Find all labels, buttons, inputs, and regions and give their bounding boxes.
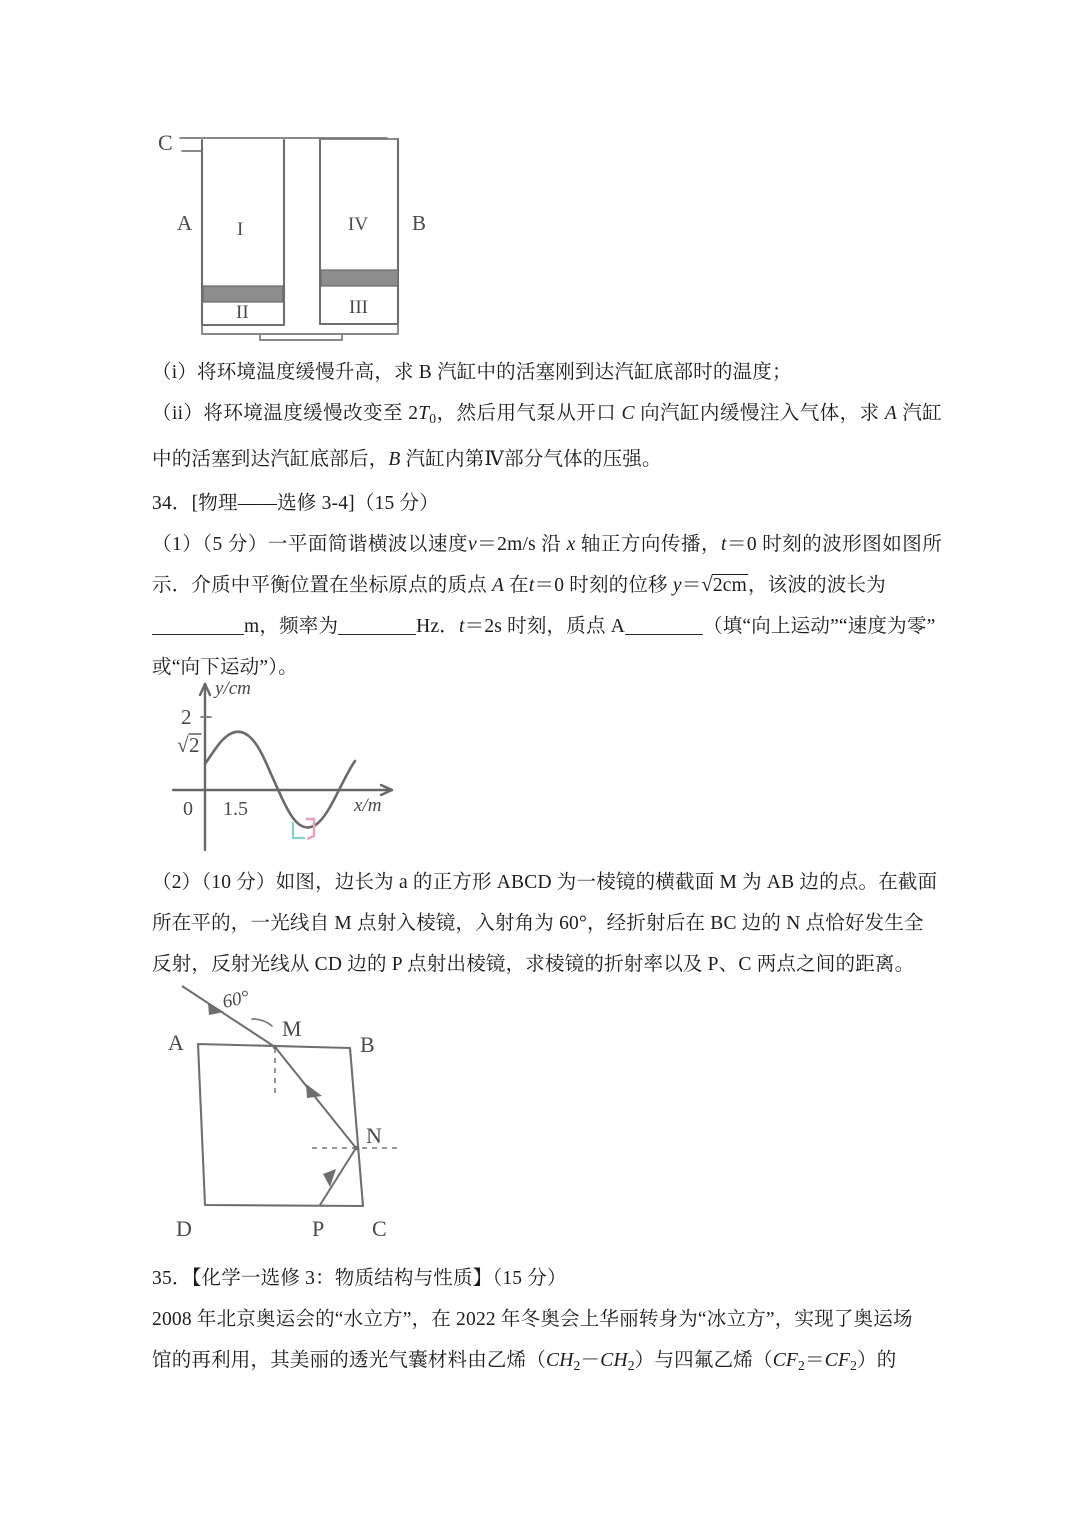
q34-symbol-t: t [720,534,727,555]
q33-part-ii [152,393,942,480]
sqrt-2-cm-value: 2cm [712,575,748,596]
cylinder-figure [150,118,450,353]
q34-sub1-j: m，频率为 [244,616,339,637]
wave-chart-figure [165,668,435,858]
q34-sub1-f: 在 [504,575,529,596]
q34-sub1-b: ＝2m/s 沿 [476,534,567,555]
label-cylinder-a: A [177,211,193,235]
prism-label-M: M [282,1016,302,1041]
q33-part-ii-text-b: ，然后用气泵从开口 [436,403,622,424]
q34-sub1-e: 所示．介质中平衡位置在坐标原点的质点 [152,534,943,596]
formula-cf2-a-sub: 2 [798,1357,806,1373]
formula-eq: ＝ [805,1350,825,1371]
q34-symbol-t2: t [528,575,535,596]
prism-label-D: D [176,1216,192,1241]
formula-cf2-b: CF [824,1350,851,1371]
q33-part-ii-text-a: （ii）将环境温度缓慢改变至 2 [152,403,419,424]
answer-blank-motion[interactable] [625,634,703,635]
q34-sub1-c: 轴正方向传播， [575,534,721,555]
prism-label-A: A [168,1030,184,1055]
q33-part-ii-text-e: 缸中的活塞到达汽缸底部后， [152,403,942,470]
prism-label-C: C [372,1216,387,1241]
q33-part-ii-text-c: 向汽缸内缓慢注入气体，求 [634,403,885,424]
formula-ch2-b: CH [600,1350,628,1371]
formula-dash: － [580,1350,601,1371]
q34-symbol-t3: t [459,616,465,637]
q33-symbol-T-sub: 0 [429,410,437,426]
wave-tick-1p5: 1.5 [223,798,248,820]
wave-x-axis-label: x/m [354,795,382,816]
prism-label-angle: 60° [220,986,252,1013]
wave-y-axis-label: y/cm [215,678,251,699]
q35-line2-c: ）的 [857,1350,897,1371]
label-gas-II: II [236,302,249,323]
svg-text:√: √ [177,733,189,757]
prism-figure [160,978,450,1250]
q33-part-i: （i）将环境温度缓慢升高，求 B 汽缸中的活塞刚到达汽缸底部时的温度； [152,362,792,383]
q34-sub2-line3: 反射，反射光线从 CD 边的 P 点射出棱镜，求棱镜的折射率以及 P、C 两点之间的距离。 [152,954,915,975]
q33-symbol-B: B [388,448,401,470]
q34-sub2-line1: （2）（10 分）如图，边长为 a 的正方形 ABCD 为一棱镜的横截面 M 为 AB 边的点。在截面 [152,872,938,893]
q35-heading: 35．【化学一选修 3：物质结构与性质】（15 分） [152,1268,567,1289]
formula-cf2-a: CF [772,1350,799,1371]
q34-sub1-g: ＝0 时刻的位移 [534,575,673,596]
label-gas-III: III [349,297,368,318]
q34-sub1-m: （填“向上运动”“速度为零” [703,616,936,637]
formula-ch2-a: CH [546,1350,574,1371]
q34-sub1-l: ＝2s 时刻，质点 A [464,616,626,637]
label-opening-c: C [158,130,173,155]
q35-line2-a: 馆的再利用，其美丽的透光气囊材料由乙烯（ [152,1350,547,1371]
formula-ch2-b-sub: 2 [627,1357,635,1373]
wave-tick-2: 2 [181,705,192,729]
q34-sub1-blanks-line [152,606,942,647]
q35-line2-b: ）与四氟乙烯（ [634,1350,773,1371]
point-M-dot [273,1045,278,1050]
answer-blank-wavelength[interactable] [152,634,244,635]
q34-sub2-line2: 所在平的，一光线自 M 点射入棱镜，入射角为 60°，经折射后在 BC 边的 N 点恰好发生全 [152,913,924,934]
answer-blank-frequency[interactable] [338,634,416,635]
wave-tick-sqrt2 [177,733,201,757]
q34-sub1-i: ，该波的波长为 [748,575,886,596]
q34-sub1-k: Hz． [416,616,460,637]
q34-symbol-A: A [491,575,505,596]
q35-line2 [152,1340,942,1386]
formula-ch2-a-sub: 2 [573,1357,581,1373]
q33-part-ii-text-f: 汽缸内第Ⅳ部分气体的压强。 [400,448,662,470]
q34-sub1-paragraph [152,524,942,606]
q33-part-ii-text-d: 汽 [896,403,923,424]
q34-sub1-line4: 或“向下运动”）。 [152,657,298,678]
q34-sub1-h: ＝ [681,575,702,596]
q33-symbol-T: T [418,403,430,424]
point-N-dot [354,1146,359,1151]
prism-label-P: P [312,1216,325,1241]
prism-label-B: B [360,1032,375,1057]
formula-cf2-b-sub: 2 [850,1357,858,1373]
q33-symbol-C: C [621,403,635,424]
sqrt-2-cm: √2cm [701,574,748,596]
q33-symbol-A: A [884,403,897,424]
q34-symbol-v: v [467,534,477,555]
q34-symbol-x: x [566,534,576,555]
label-gas-I: I [237,219,244,240]
q35-line1: 2008 年北京奥运会的“水立方”，在 2022 年冬奥会上华丽转身为“冰立方”，实现了奥运场 [152,1309,913,1330]
prism-label-N: N [366,1123,382,1148]
svg-text:2: 2 [189,733,200,757]
q34-sub1-d: ＝0 时刻的波形图如图 [726,534,923,555]
q34-sub1-a: （1）（5 分）一平面简谐横波以速度 [152,534,468,555]
q34-heading: 34．[物理——选修 3-4]（15 分） [152,493,439,514]
wave-origin-label: 0 [183,798,193,820]
label-cylinder-b: B [412,211,427,235]
label-gas-IV: IV [348,214,369,235]
q34-symbol-y: y [672,575,682,596]
